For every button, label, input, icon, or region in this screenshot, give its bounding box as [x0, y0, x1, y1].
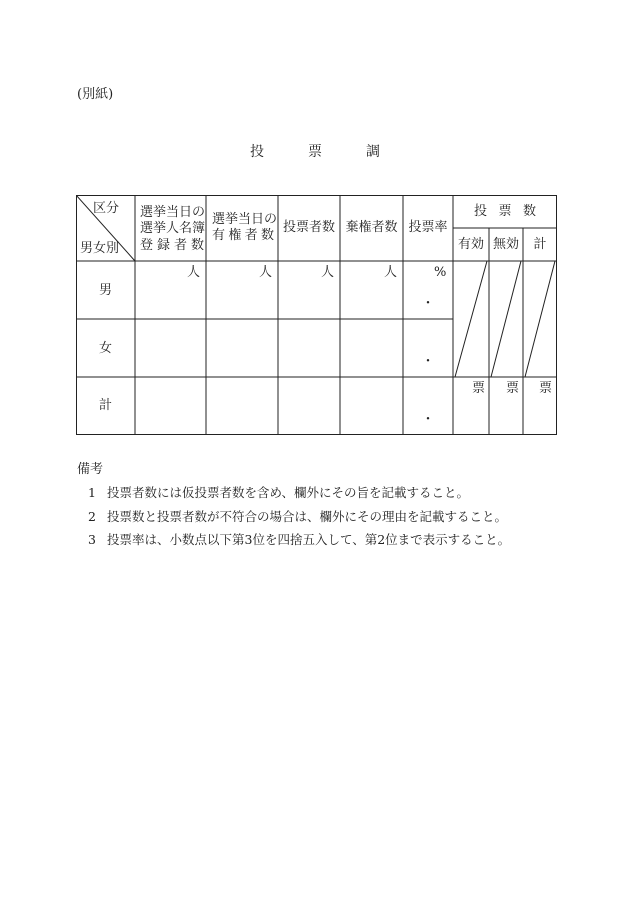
title-char: 票	[308, 144, 322, 160]
turnout-decimal-point: ・	[421, 296, 435, 311]
unit-person-eligible: 人	[259, 265, 273, 280]
unit-ballot-valid: 票	[472, 381, 486, 396]
note-number: 2	[88, 509, 96, 524]
note-item	[88, 483, 469, 501]
row-label-female: 女	[98, 341, 112, 356]
header-total: 計	[533, 237, 547, 252]
header-char: 権	[228, 228, 242, 244]
header-char: 有	[212, 228, 226, 244]
header-char: 者	[173, 237, 187, 253]
header-char: 登	[140, 237, 154, 253]
unit-ballot-total: 票	[539, 381, 553, 396]
notes-heading: 備考	[77, 462, 104, 477]
header-char: 数	[260, 228, 274, 244]
header-char: 者	[244, 228, 258, 244]
unit-ballot-invalid: 票	[506, 381, 520, 396]
header-char: 投	[474, 204, 488, 219]
note-text: 投票者数には仮投票者数を含め、欄外にその旨を記載すること。	[107, 485, 470, 500]
row-label-total: 計	[98, 398, 112, 413]
note-text: 投票数と投票者数が不符合の場合は、欄外にその理由を記載すること。	[107, 509, 508, 524]
unit-percent: %	[434, 265, 447, 280]
turnout-decimal-point: ・	[421, 354, 435, 369]
vote-survey-table	[76, 195, 557, 435]
header-votes-group	[474, 204, 536, 220]
page-title	[250, 141, 380, 161]
header-registered	[140, 205, 204, 254]
header-char: 数	[190, 237, 204, 253]
header-line	[140, 238, 204, 254]
corner-header-category: 区分	[93, 201, 120, 216]
unit-person-voters: 人	[321, 265, 335, 280]
row-label-male: 男	[98, 283, 112, 298]
header-turnout: 投票率	[408, 220, 448, 235]
unit-person-registered: 人	[187, 265, 201, 280]
header-char: 数	[522, 204, 536, 219]
note-text: 投票率は、小数点以下第3位を四捨五入して、第2位まで表示すること。	[107, 532, 511, 547]
header-invalid: 無効	[492, 237, 519, 252]
title-char: 調	[366, 144, 380, 160]
header-line: 選挙人名簿	[140, 221, 206, 237]
note-item	[88, 507, 507, 525]
title-char: 投	[250, 144, 264, 160]
attachment-label: (別紙)	[77, 87, 114, 102]
turnout-decimal-point: ・	[421, 412, 435, 427]
header-voters: 投票者数	[282, 220, 335, 235]
header-abstainers: 棄権者数	[345, 220, 398, 235]
header-line	[212, 228, 274, 244]
corner-header-gender: 男女別	[80, 241, 120, 256]
note-item	[88, 530, 510, 548]
header-valid: 有効	[457, 237, 484, 252]
header-line: 選挙当日の	[140, 205, 206, 220]
unit-person-abstainers: 人	[384, 265, 398, 280]
header-eligible	[212, 212, 278, 245]
header-char: 録	[156, 237, 170, 253]
header-line: 選挙当日の	[212, 212, 278, 227]
header-char: 票	[498, 204, 512, 219]
note-number: 3	[88, 532, 96, 547]
note-number: 1	[88, 485, 96, 500]
